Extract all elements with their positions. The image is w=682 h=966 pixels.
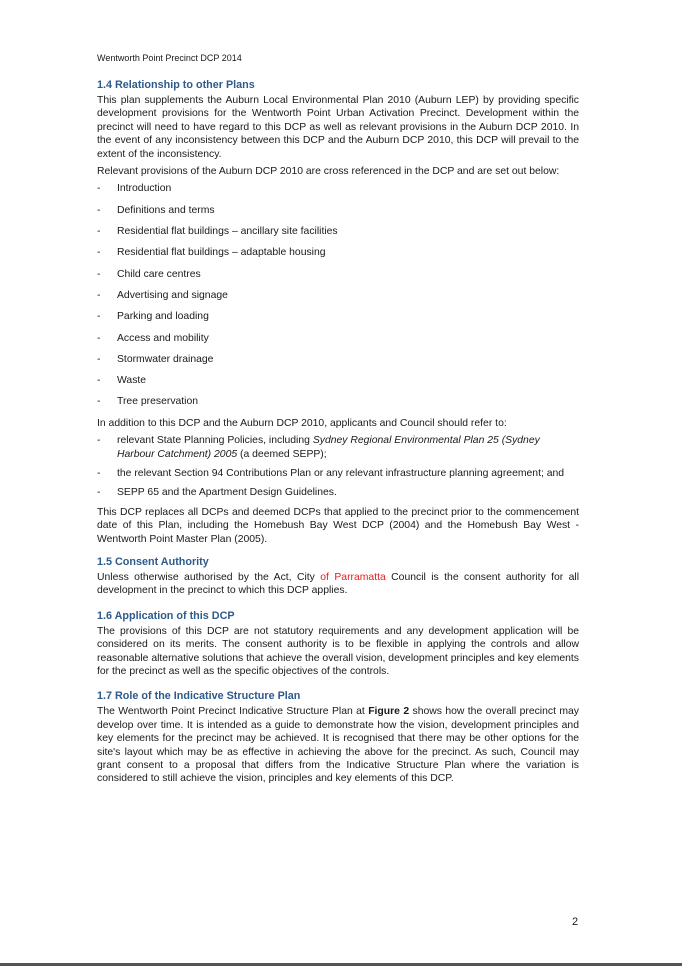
text: The Wentworth Point Precinct Indicative Structure Plan at [97,706,369,718]
paragraph [97,705,579,785]
list-item: - Advertising and signage [97,289,579,310]
references-list [97,434,579,500]
ref-title-italic: Sydney Regional Environmental Plan 25 (Sydney Harbour Catchment) 2005 [117,435,540,460]
list-item: - Child care centres [97,268,579,289]
list-item [97,434,579,461]
running-header: Wentworth Point Precinct DCP 2014 [97,53,242,63]
text: Council is the consent authority for all development in the precinct to which this DCP applies. [97,571,580,597]
list-item: - Parking and loading [97,310,579,331]
list-item: - Residential flat buildings – ancillary site facilities [97,225,579,246]
page-body [97,79,579,790]
section-indicative-structure-plan [97,690,579,785]
list-item: - Definitions and terms [97,204,579,225]
section-heading: 1.6 Application of this DCP [97,609,235,622]
list-item: - Access and mobility [97,332,579,353]
highlighted-text: of Parramatta [320,571,386,583]
section-heading: 1.7 Role of the Indicative Structure Plan [97,690,301,703]
paragraph: Relevant provisions of the Auburn DCP 2010 are cross referenced in the DCP and are set out below: [97,166,560,178]
paragraph [97,571,579,598]
list-item: - Waste [97,374,579,395]
list-item: - Stormwater drainage [97,353,579,374]
list-item: - SEPP 65 and the Apartment Design Guidelines. [97,486,579,499]
paragraph: This DCP replaces all DCPs and deemed DCPs that applied to the precinct prior to the commencement date of this Plan, including the Homebush Bay West DCP (2004) and the Homebush Bay West - Wentworth Point Master Plan (2005). [97,506,579,545]
list-item: - Introduction [97,182,579,203]
text: Unless otherwise authorised by the Act, City [97,571,321,583]
section-consent-authority [97,556,579,598]
text: shows how the overall precinct may develop over time. It is intended as a guide to demonstrate how the vision, development principles and key elements for the precinct may be achieved. It is recognised that there may be other options for the site's layout which may be as effective in achieving the above for the precinct. As such, Council may grant consent to a proposal that differs from the Indicative Structure Plan where the variation is considered to still achieve the vision, principles and key elements of this DCP. [97,706,579,785]
section-relationship-to-other-plans [97,79,579,546]
ref-text: (a deemed SEPP); [237,448,327,460]
paragraph: In addition to this DCP and the Auburn DCP 2010, applicants and Council should refer to: [97,417,507,429]
cross-reference-list [97,182,579,416]
list-item: - Tree preservation [97,395,579,416]
figure-reference: Figure 2 [368,706,410,718]
paragraph: This plan supplements the Auburn Local Environmental Plan 2010 (Auburn LEP) by providing specific development provisions for the Wentworth Point Urban Activation Precinct. Development within the precinct will need to have regard to this DCP as well as relevant provisions in the Auburn DCP 2010. In the event of any inconsistency between this DCP and the Auburn DCP 2010, this DCP will prevail to the extent of the inconsistency. [97,95,579,160]
paragraph: The provisions of this DCP are not statutory requirements and any development application will be considered on its merits. The consent authority is to be flexible in applying the controls and allow reasonable alternative solutions that achieve the overall vision, development principles and key elements for the precinct as well as the specific objectives of the controls. [97,625,579,677]
section-heading: 1.4 Relationship to other Plans [97,79,255,91]
list-item: - Residential flat buildings – adaptable housing [97,246,579,267]
ref-text: relevant State Planning Policies, including [117,435,313,447]
list-item: - the relevant Section 94 Contributions Plan or any relevant infrastructure planning agreement; and [97,467,579,480]
section-heading: 1.5 Consent Authority [97,555,209,568]
section-application-of-dcp [97,610,579,679]
page-number: 2 [572,916,579,928]
